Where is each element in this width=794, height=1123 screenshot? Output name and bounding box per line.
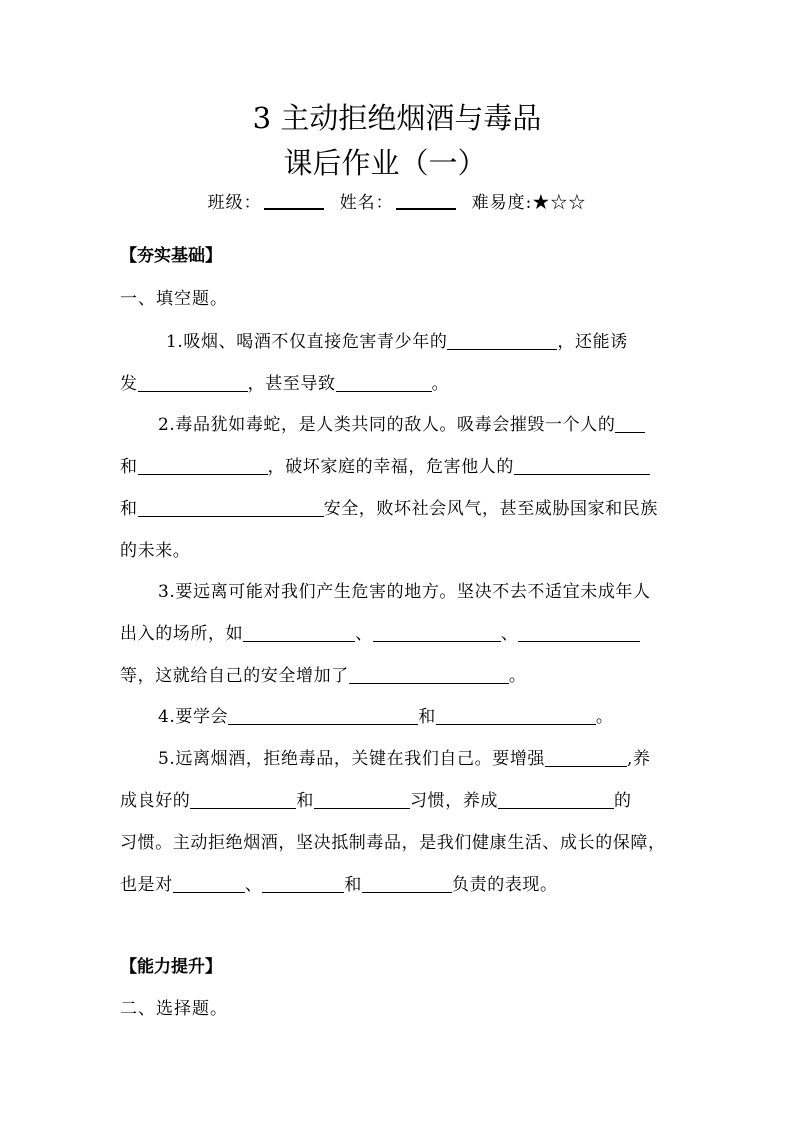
q5-line-2 [120,787,676,815]
q5-text-c: 成良好的 [120,791,191,811]
q1-line-2 [120,370,676,398]
q2-text-b: 和 [120,457,138,477]
q5-text-e: 习惯，养成 [410,791,499,811]
name-label: 姓名： [339,193,394,213]
q5-line-4 [120,871,676,899]
q2-text-d: 和 [120,499,138,519]
q3-text-c: 、 [355,624,373,644]
section-advanced-heading: 【能力提升】 [120,957,222,977]
q5-text-k: 负责的表现。 [452,875,558,895]
q3-text-d: 、 [500,624,519,644]
q3-line-3 [120,662,676,690]
q4-text-a: 4.要学会 [158,707,229,727]
difficulty-stars: ★☆☆ [532,193,587,213]
q1-text-a: 1.吸烟、喝酒不仅直接危害青少年的 [166,332,448,352]
q3-line-1: 3.要远离可能对我们产生危害的地方。坚决不去不适宜未成年人 [158,582,651,602]
q2-text-e: 安全，败坏社会风气，甚至威胁国家和民族 [323,499,659,519]
q2-line-4: 的未来。 [120,541,191,561]
q2-blank-4[interactable] [138,498,324,517]
q5-line-1 [120,745,676,773]
q3-text-e: 等，这就给自己的安全增加了 [120,666,349,686]
q4-line-1 [120,703,676,731]
q1-blank-3[interactable] [336,373,432,392]
q5-text-j: 和 [344,875,363,895]
q1-text-c: 发 [120,374,138,394]
q5-text-i: 、 [244,875,263,895]
q1-blank-1[interactable] [447,331,557,350]
q5-text-a: 5.远离烟酒，拒绝毒品，关键在我们自己。要增强 [158,749,546,769]
q5-blank-1[interactable] [545,748,627,767]
q3-line-2 [120,620,676,648]
difficulty-label: 难易度: [471,193,533,213]
q1-line-1 [120,328,676,356]
q2-line-1 [120,411,676,439]
q5-line-3: 习惯。主动拒绝烟酒，坚决抵制毒品，是我们健康生活、成长的保障， [120,833,666,853]
q1-text-d: ，甚至导致 [247,374,336,394]
q5-text-d: 和 [296,791,315,811]
q2-line-2 [120,453,676,481]
q3-blank-1[interactable] [243,623,355,642]
worksheet-title: 3 主动拒绝烟酒与毒品 [252,101,542,135]
q3-text-b: 出入的场所，如 [120,624,244,644]
q5-blank-5[interactable] [173,874,245,893]
class-blank[interactable] [264,192,324,210]
q5-text-h: 也是对 [120,875,173,895]
q2-blank-1[interactable] [615,414,645,433]
q5-blank-2[interactable] [190,790,296,809]
q2-text-c: ，破坏家庭的幸福，危害他人的 [267,457,515,477]
q1-text-b: ，还能诱 [557,332,628,352]
class-label: 班级： [207,193,262,213]
q5-text-f: 的 [614,791,632,811]
q5-blank-7[interactable] [362,874,452,893]
q2-blank-3[interactable] [514,456,650,475]
q4-blank-1[interactable] [228,706,418,725]
fill-in-heading: 一、填空题。 [120,289,228,309]
q1-text-e: 。 [431,374,450,394]
q2-blank-2[interactable] [138,456,268,475]
q4-text-c: 。 [595,707,614,727]
q2-line-3 [120,495,676,523]
q5-blank-6[interactable] [262,874,344,893]
q5-text-b: ,养 [627,749,651,769]
q1-blank-2[interactable] [138,373,248,392]
choice-heading: 二、选择题。 [120,999,228,1019]
q2-text-a: 2.毒品犹如毒蛇，是人类共同的敌人。吸毒会摧毁一个人的 [158,415,616,435]
q4-text-b: 和 [418,707,436,727]
q3-blank-3[interactable] [518,623,640,642]
q3-blank-4[interactable] [349,665,509,684]
student-info-row [0,190,794,216]
q3-text-f: 。 [508,666,527,686]
q4-blank-2[interactable] [436,706,596,725]
worksheet-subtitle: 课后作业（一） [283,146,487,180]
q5-blank-3[interactable] [314,790,410,809]
section-basic-heading: 【夯实基础】 [120,246,222,266]
name-blank[interactable] [396,192,456,210]
q5-blank-4[interactable] [498,790,614,809]
q3-blank-2[interactable] [373,623,501,642]
